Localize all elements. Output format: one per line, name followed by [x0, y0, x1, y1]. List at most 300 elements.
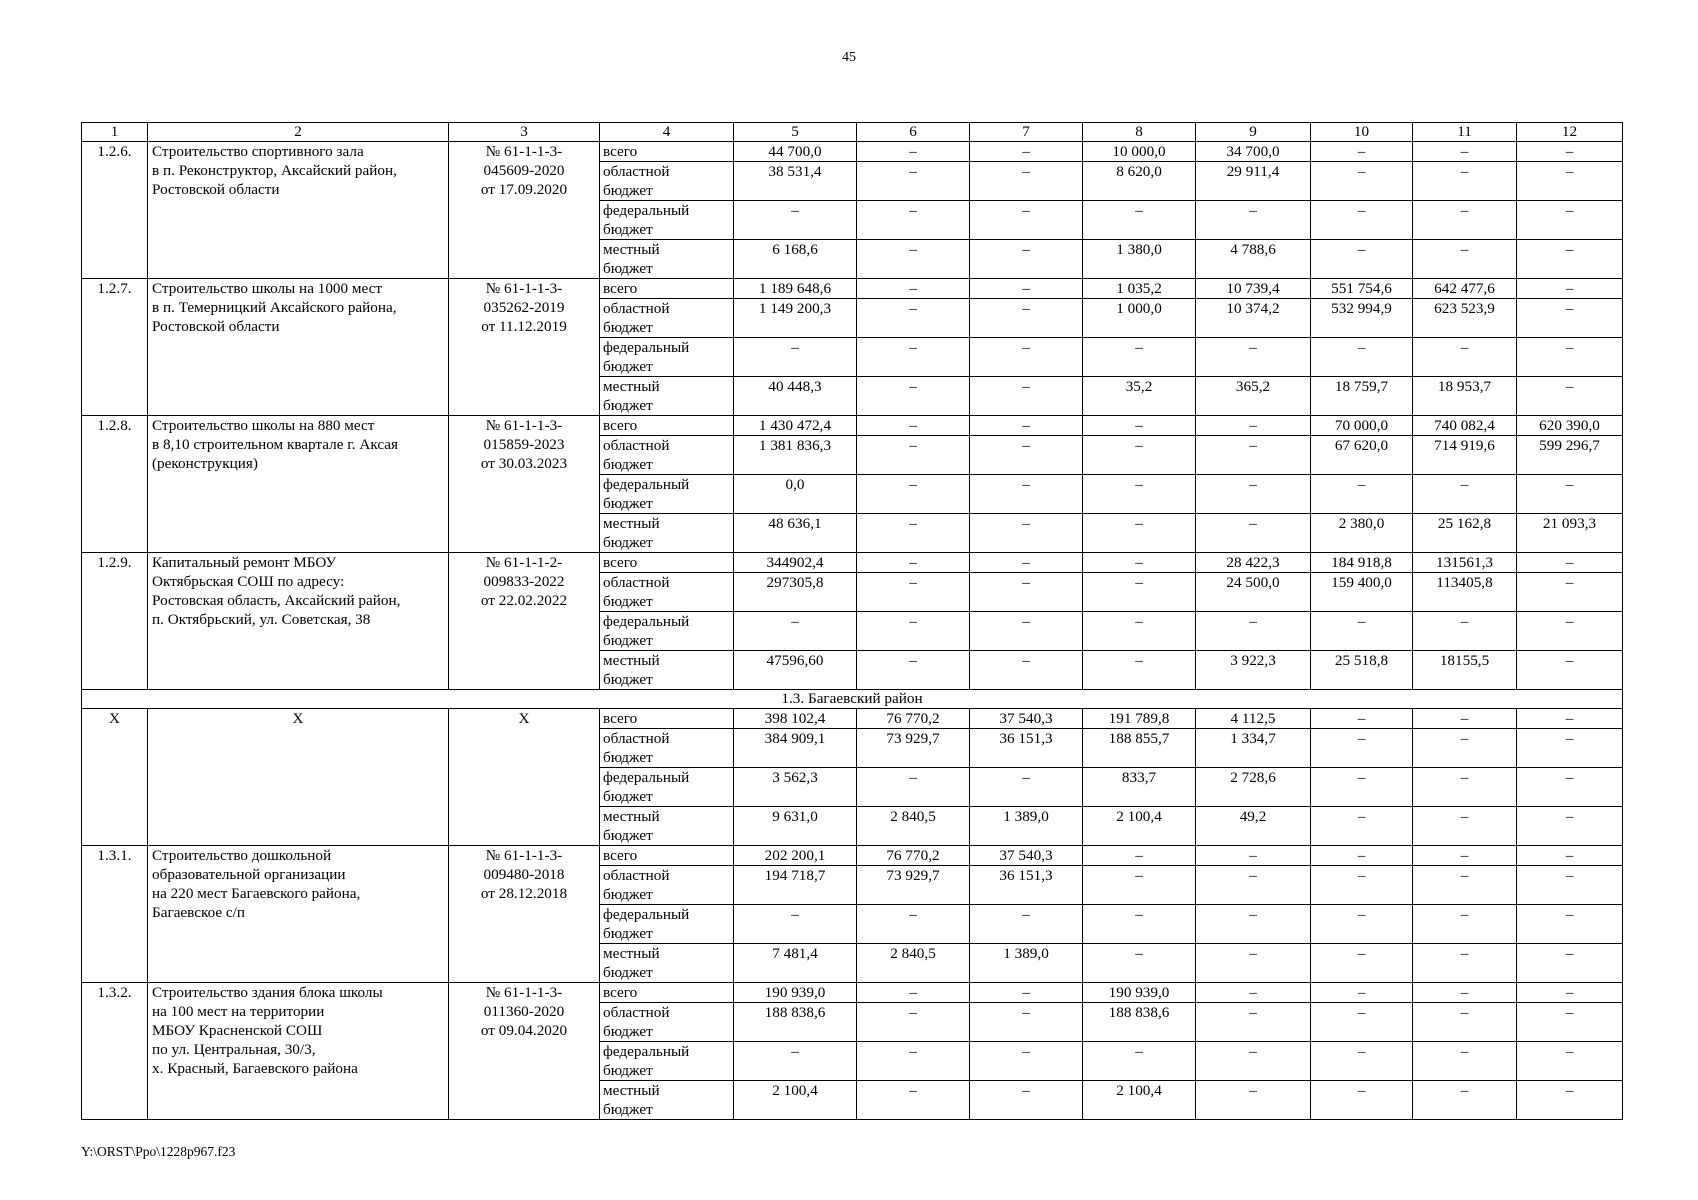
amount-cell: –: [970, 475, 1083, 514]
amount-cell: 833,7: [1083, 768, 1196, 807]
funding-source: [600, 514, 734, 553]
text-line: бюджет: [603, 749, 653, 766]
text-line: № 61-1-1-2-: [485, 554, 563, 571]
object-name: [148, 142, 449, 279]
amount-cell: –: [857, 299, 970, 338]
amount-cell: –: [1311, 983, 1413, 1003]
amount-cell: –: [1517, 905, 1623, 944]
amount-cell: –: [1517, 709, 1623, 729]
amount-cell: 623 523,9: [1413, 299, 1517, 338]
text-line: Ростовская область, Аксайский район,: [152, 592, 401, 609]
amount-cell: –: [1311, 142, 1413, 162]
amount-cell: –: [1517, 1003, 1623, 1042]
amount-cell: –: [1311, 240, 1413, 279]
budget-table: [81, 122, 1623, 1120]
expertise-code: Х: [449, 709, 600, 846]
amount-cell: 7 481,4: [734, 944, 857, 983]
amount-cell: –: [857, 983, 970, 1003]
amount-cell: 1 389,0: [970, 944, 1083, 983]
amount-cell: 44 700,0: [734, 142, 857, 162]
amount-cell: –: [1517, 377, 1623, 416]
amount-cell: 48 636,1: [734, 514, 857, 553]
amount-cell: 1 149 200,3: [734, 299, 857, 338]
amount-cell: 18 953,7: [1413, 377, 1517, 416]
text-line: Строительство спортивного зала: [152, 143, 364, 160]
amount-cell: 740 082,4: [1413, 416, 1517, 436]
funding-source: [600, 377, 734, 416]
funding-source: [600, 1081, 734, 1120]
amount-cell: –: [970, 553, 1083, 573]
amount-cell: –: [1083, 514, 1196, 553]
amount-cell: 34 700,0: [1196, 142, 1311, 162]
text-line: от 11.12.2019: [481, 318, 567, 335]
amount-cell: 2 380,0: [1311, 514, 1413, 553]
amount-cell: –: [1083, 944, 1196, 983]
amount-cell: –: [857, 905, 970, 944]
funding-source: [600, 240, 734, 279]
expertise-code: [449, 983, 600, 1120]
text-line: от 22.02.2022: [480, 592, 568, 609]
amount-cell: 67 620,0: [1311, 436, 1413, 475]
amount-cell: 21 093,3: [1517, 514, 1623, 553]
amount-cell: 2 728,6: [1196, 768, 1311, 807]
page-number: 45: [842, 50, 856, 65]
text-line: Строительство школы на 880 мест: [152, 417, 375, 434]
amount-cell: –: [1517, 944, 1623, 983]
amount-cell: –: [857, 612, 970, 651]
amount-cell: 620 390,0: [1517, 416, 1623, 436]
amount-cell: 551 754,6: [1311, 279, 1413, 299]
item-number: 1.3.1.: [82, 846, 148, 983]
amount-cell: –: [1413, 983, 1517, 1003]
amount-cell: –: [1083, 905, 1196, 944]
text-line: Ростовской области: [152, 318, 280, 335]
object-name: Х: [148, 709, 449, 846]
column-number: 10: [1311, 123, 1413, 142]
table-row: [82, 553, 1623, 573]
amount-cell: 10 374,2: [1196, 299, 1311, 338]
expertise-code: [449, 416, 600, 553]
amount-cell: 1 000,0: [1083, 299, 1196, 338]
funding-source: [600, 201, 734, 240]
text-line: № 61-1-1-3-: [485, 143, 563, 160]
amount-cell: 36 151,3: [970, 729, 1083, 768]
amount-cell: –: [1517, 1081, 1623, 1120]
amount-cell: –: [1196, 866, 1311, 905]
amount-cell: –: [1083, 475, 1196, 514]
column-number: 7: [970, 123, 1083, 142]
amount-cell: –: [857, 201, 970, 240]
funding-source: [600, 338, 734, 377]
amount-cell: –: [1196, 905, 1311, 944]
object-name: [148, 279, 449, 416]
amount-cell: –: [857, 1003, 970, 1042]
amount-cell: –: [1196, 514, 1311, 553]
amount-cell: –: [1413, 142, 1517, 162]
text-line: бюджет: [603, 632, 653, 649]
text-line: бюджет: [603, 397, 653, 414]
amount-cell: 191 789,8: [1083, 709, 1196, 729]
text-line: Строительство здания блока школы: [152, 984, 383, 1001]
text-line: от 09.04.2020: [480, 1022, 568, 1039]
amount-cell: –: [1196, 846, 1311, 866]
amount-cell: 1 189 648,6: [734, 279, 857, 299]
amount-cell: –: [970, 1081, 1083, 1120]
text-line: образовательной организации: [152, 866, 346, 883]
expertise-code: [449, 846, 600, 983]
text-line: федеральный: [603, 202, 690, 219]
amount-cell: –: [1196, 416, 1311, 436]
text-line: областной: [603, 730, 670, 747]
amount-cell: –: [1413, 807, 1517, 846]
amount-cell: –: [1083, 866, 1196, 905]
amount-cell: 25 518,8: [1311, 651, 1413, 690]
amount-cell: –: [1413, 338, 1517, 377]
amount-cell: –: [857, 416, 970, 436]
text-line: № 61-1-1-3-: [485, 984, 563, 1001]
amount-cell: –: [1196, 1042, 1311, 1081]
amount-cell: 18155,5: [1413, 651, 1517, 690]
text-line: бюджет: [603, 1023, 653, 1040]
amount-cell: 37 540,3: [970, 846, 1083, 866]
text-line: бюджет: [603, 260, 653, 277]
amount-cell: 24 500,0: [1196, 573, 1311, 612]
amount-cell: 159 400,0: [1311, 573, 1413, 612]
amount-cell: –: [857, 162, 970, 201]
expertise-code: [449, 279, 600, 416]
funding-source: всего: [600, 846, 734, 866]
amount-cell: –: [970, 338, 1083, 377]
amount-cell: 2 840,5: [857, 807, 970, 846]
funding-source: [600, 612, 734, 651]
amount-cell: –: [1311, 1081, 1413, 1120]
amount-cell: –: [1517, 240, 1623, 279]
text-line: № 61-1-1-3-: [485, 280, 563, 297]
funding-source: [600, 866, 734, 905]
column-number: 3: [449, 123, 600, 142]
amount-cell: –: [1083, 553, 1196, 573]
amount-cell: –: [1196, 1003, 1311, 1042]
amount-cell: 0,0: [734, 475, 857, 514]
text-line: бюджет: [603, 358, 653, 375]
funding-source: [600, 729, 734, 768]
amount-cell: –: [1196, 338, 1311, 377]
text-line: Строительство школы на 1000 мест: [152, 280, 383, 297]
amount-cell: –: [734, 905, 857, 944]
funding-source: [600, 807, 734, 846]
amount-cell: –: [970, 1003, 1083, 1042]
text-line: бюджет: [603, 1101, 653, 1118]
amount-cell: –: [1311, 201, 1413, 240]
amount-cell: –: [734, 612, 857, 651]
amount-cell: –: [970, 279, 1083, 299]
amount-cell: –: [1311, 1003, 1413, 1042]
funding-source: всего: [600, 709, 734, 729]
text-line: местный: [603, 515, 660, 532]
text-line: бюджет: [603, 788, 653, 805]
amount-cell: 642 477,6: [1413, 279, 1517, 299]
funding-source: всего: [600, 553, 734, 573]
table-row: [82, 983, 1623, 1003]
amount-cell: –: [857, 475, 970, 514]
amount-cell: 365,2: [1196, 377, 1311, 416]
amount-cell: 36 151,3: [970, 866, 1083, 905]
text-line: по ул. Центральная, 30/3,: [152, 1041, 316, 1058]
amount-cell: –: [970, 612, 1083, 651]
amount-cell: –: [857, 338, 970, 377]
amount-cell: –: [970, 905, 1083, 944]
amount-cell: –: [970, 416, 1083, 436]
amount-cell: 1 430 472,4: [734, 416, 857, 436]
text-line: (реконструкция): [152, 455, 258, 472]
funding-source: [600, 475, 734, 514]
amount-cell: 47596,60: [734, 651, 857, 690]
amount-cell: 3 562,3: [734, 768, 857, 807]
amount-cell: –: [1517, 768, 1623, 807]
amount-cell: 2 100,4: [1083, 1081, 1196, 1120]
item-number: 1.2.6.: [82, 142, 148, 279]
text-line: Строительство дошкольной: [152, 847, 332, 864]
amount-cell: 190 939,0: [1083, 983, 1196, 1003]
amount-cell: 1 389,0: [970, 807, 1083, 846]
amount-cell: –: [1083, 846, 1196, 866]
amount-cell: 113405,8: [1413, 573, 1517, 612]
text-line: № 61-1-1-3-: [485, 847, 563, 864]
amount-cell: –: [1413, 1003, 1517, 1042]
text-line: местный: [603, 241, 660, 258]
amount-cell: 184 918,8: [1311, 553, 1413, 573]
text-line: областной: [603, 300, 670, 317]
amount-cell: –: [1413, 729, 1517, 768]
text-line: бюджет: [603, 319, 653, 336]
amount-cell: 344902,4: [734, 553, 857, 573]
amount-cell: –: [1517, 866, 1623, 905]
amount-cell: 131561,3: [1413, 553, 1517, 573]
text-line: местный: [603, 945, 660, 962]
amount-cell: –: [1196, 944, 1311, 983]
amount-cell: –: [970, 983, 1083, 1003]
amount-cell: –: [1517, 983, 1623, 1003]
amount-cell: –: [1196, 612, 1311, 651]
table-body: [82, 123, 1623, 1120]
funding-source: всего: [600, 279, 734, 299]
amount-cell: –: [1517, 807, 1623, 846]
text-line: федеральный: [603, 1043, 690, 1060]
amount-cell: 37 540,3: [970, 709, 1083, 729]
amount-cell: 49,2: [1196, 807, 1311, 846]
funding-source: всего: [600, 983, 734, 1003]
amount-cell: –: [970, 377, 1083, 416]
amount-cell: 190 939,0: [734, 983, 857, 1003]
amount-cell: –: [1517, 142, 1623, 162]
text-line: Капитальный ремонт МБОУ: [152, 554, 337, 571]
table-row: [82, 709, 1623, 729]
amount-cell: –: [857, 436, 970, 475]
amount-cell: –: [857, 1042, 970, 1081]
funding-source: [600, 1042, 734, 1081]
amount-cell: 384 909,1: [734, 729, 857, 768]
text-line: местный: [603, 378, 660, 395]
text-line: МБОУ Красненской СОШ: [152, 1022, 323, 1039]
amount-cell: –: [857, 1081, 970, 1120]
item-number: 1.2.7.: [82, 279, 148, 416]
amount-cell: –: [857, 377, 970, 416]
amount-cell: –: [1311, 846, 1413, 866]
amount-cell: –: [1311, 475, 1413, 514]
text-line: от 17.09.2020: [480, 181, 568, 198]
text-line: бюджет: [603, 964, 653, 981]
text-line: на 220 мест Багаевского района,: [152, 885, 361, 902]
funding-source: всего: [600, 416, 734, 436]
amount-cell: 40 448,3: [734, 377, 857, 416]
text-line: областной: [603, 1004, 670, 1021]
text-line: областной: [603, 867, 670, 884]
text-line: бюджет: [603, 1062, 653, 1079]
amount-cell: –: [1083, 201, 1196, 240]
amount-cell: –: [1083, 436, 1196, 475]
amount-cell: –: [1517, 475, 1623, 514]
funding-source: [600, 651, 734, 690]
amount-cell: –: [1517, 1042, 1623, 1081]
text-line: на 100 мест на территории: [152, 1003, 325, 1020]
amount-cell: –: [1311, 807, 1413, 846]
amount-cell: –: [857, 573, 970, 612]
amount-cell: 532 994,9: [1311, 299, 1413, 338]
amount-cell: 188 838,6: [1083, 1003, 1196, 1042]
amount-cell: 76 770,2: [857, 846, 970, 866]
amount-cell: –: [1517, 279, 1623, 299]
column-number: 1: [82, 123, 148, 142]
object-name: [148, 553, 449, 690]
column-number: 11: [1413, 123, 1517, 142]
amount-cell: –: [1413, 612, 1517, 651]
funding-source: [600, 573, 734, 612]
text-line: местный: [603, 652, 660, 669]
column-number: 5: [734, 123, 857, 142]
funding-source: [600, 1003, 734, 1042]
amount-cell: –: [970, 299, 1083, 338]
amount-cell: –: [1083, 416, 1196, 436]
amount-cell: –: [1517, 201, 1623, 240]
text-line: п. Октябрьский, ул. Советская, 38: [152, 611, 371, 628]
amount-cell: –: [1196, 475, 1311, 514]
amount-cell: –: [857, 651, 970, 690]
amount-cell: –: [1517, 573, 1623, 612]
item-number: Х: [82, 709, 148, 846]
text-line: 015859-2023: [483, 436, 565, 453]
amount-cell: 73 929,7: [857, 866, 970, 905]
text-line: федеральный: [603, 476, 690, 493]
column-number: 12: [1517, 123, 1623, 142]
amount-cell: –: [857, 240, 970, 279]
amount-cell: –: [1413, 162, 1517, 201]
amount-cell: 2 100,4: [734, 1081, 857, 1120]
amount-cell: –: [1517, 651, 1623, 690]
object-name: [148, 846, 449, 983]
amount-cell: –: [857, 279, 970, 299]
amount-cell: –: [1196, 1081, 1311, 1120]
text-line: областной: [603, 163, 670, 180]
column-number: 9: [1196, 123, 1311, 142]
amount-cell: –: [857, 553, 970, 573]
column-number: 6: [857, 123, 970, 142]
object-name: [148, 983, 449, 1120]
amount-cell: 18 759,7: [1311, 377, 1413, 416]
amount-cell: –: [1413, 201, 1517, 240]
object-name: [148, 416, 449, 553]
amount-cell: –: [1083, 651, 1196, 690]
section-title: 1.3. Багаевский район: [82, 690, 1623, 709]
amount-cell: –: [1517, 162, 1623, 201]
text-line: 045609-2020: [483, 162, 565, 179]
amount-cell: –: [1083, 338, 1196, 377]
table-row: [82, 142, 1623, 162]
amount-cell: –: [1413, 709, 1517, 729]
text-line: бюджет: [603, 221, 653, 238]
funding-source: [600, 905, 734, 944]
text-line: х. Красный, Багаевского района: [152, 1060, 358, 1077]
amount-cell: 188 855,7: [1083, 729, 1196, 768]
funding-source: [600, 436, 734, 475]
text-line: Ростовской области: [152, 181, 280, 198]
funding-source: [600, 944, 734, 983]
amount-cell: –: [1311, 709, 1413, 729]
amount-cell: –: [970, 768, 1083, 807]
text-line: Багаевское с/п: [152, 904, 246, 921]
amount-cell: –: [970, 436, 1083, 475]
text-line: 009833-2022: [483, 573, 565, 590]
amount-cell: –: [734, 338, 857, 377]
amount-cell: 25 162,8: [1413, 514, 1517, 553]
amount-cell: 6 168,6: [734, 240, 857, 279]
column-number: 4: [600, 123, 734, 142]
text-line: федеральный: [603, 339, 690, 356]
amount-cell: 70 000,0: [1311, 416, 1413, 436]
amount-cell: –: [1196, 201, 1311, 240]
amount-cell: –: [1311, 162, 1413, 201]
amount-cell: 188 838,6: [734, 1003, 857, 1042]
amount-cell: –: [970, 142, 1083, 162]
text-line: бюджет: [603, 495, 653, 512]
funding-source: [600, 162, 734, 201]
amount-cell: –: [1311, 729, 1413, 768]
amount-cell: –: [1517, 846, 1623, 866]
amount-cell: –: [1311, 612, 1413, 651]
amount-cell: 28 422,3: [1196, 553, 1311, 573]
funding-source: [600, 299, 734, 338]
column-number-row: [82, 123, 1623, 142]
funding-source: [600, 768, 734, 807]
text-line: местный: [603, 1082, 660, 1099]
amount-cell: –: [1517, 612, 1623, 651]
amount-cell: –: [857, 514, 970, 553]
text-line: от 28.12.2018: [480, 885, 568, 902]
text-line: бюджет: [603, 456, 653, 473]
text-line: бюджет: [603, 827, 653, 844]
text-line: Октябрьская СОШ по адресу:: [152, 573, 345, 590]
amount-cell: 8 620,0: [1083, 162, 1196, 201]
text-line: федеральный: [603, 613, 690, 630]
amount-cell: –: [1413, 240, 1517, 279]
amount-cell: 1 035,2: [1083, 279, 1196, 299]
amount-cell: –: [1413, 1042, 1517, 1081]
column-number: 8: [1083, 123, 1196, 142]
amount-cell: –: [970, 1042, 1083, 1081]
amount-cell: –: [970, 240, 1083, 279]
text-line: № 61-1-1-3-: [485, 417, 563, 434]
expertise-code: [449, 142, 600, 279]
amount-cell: –: [1517, 338, 1623, 377]
